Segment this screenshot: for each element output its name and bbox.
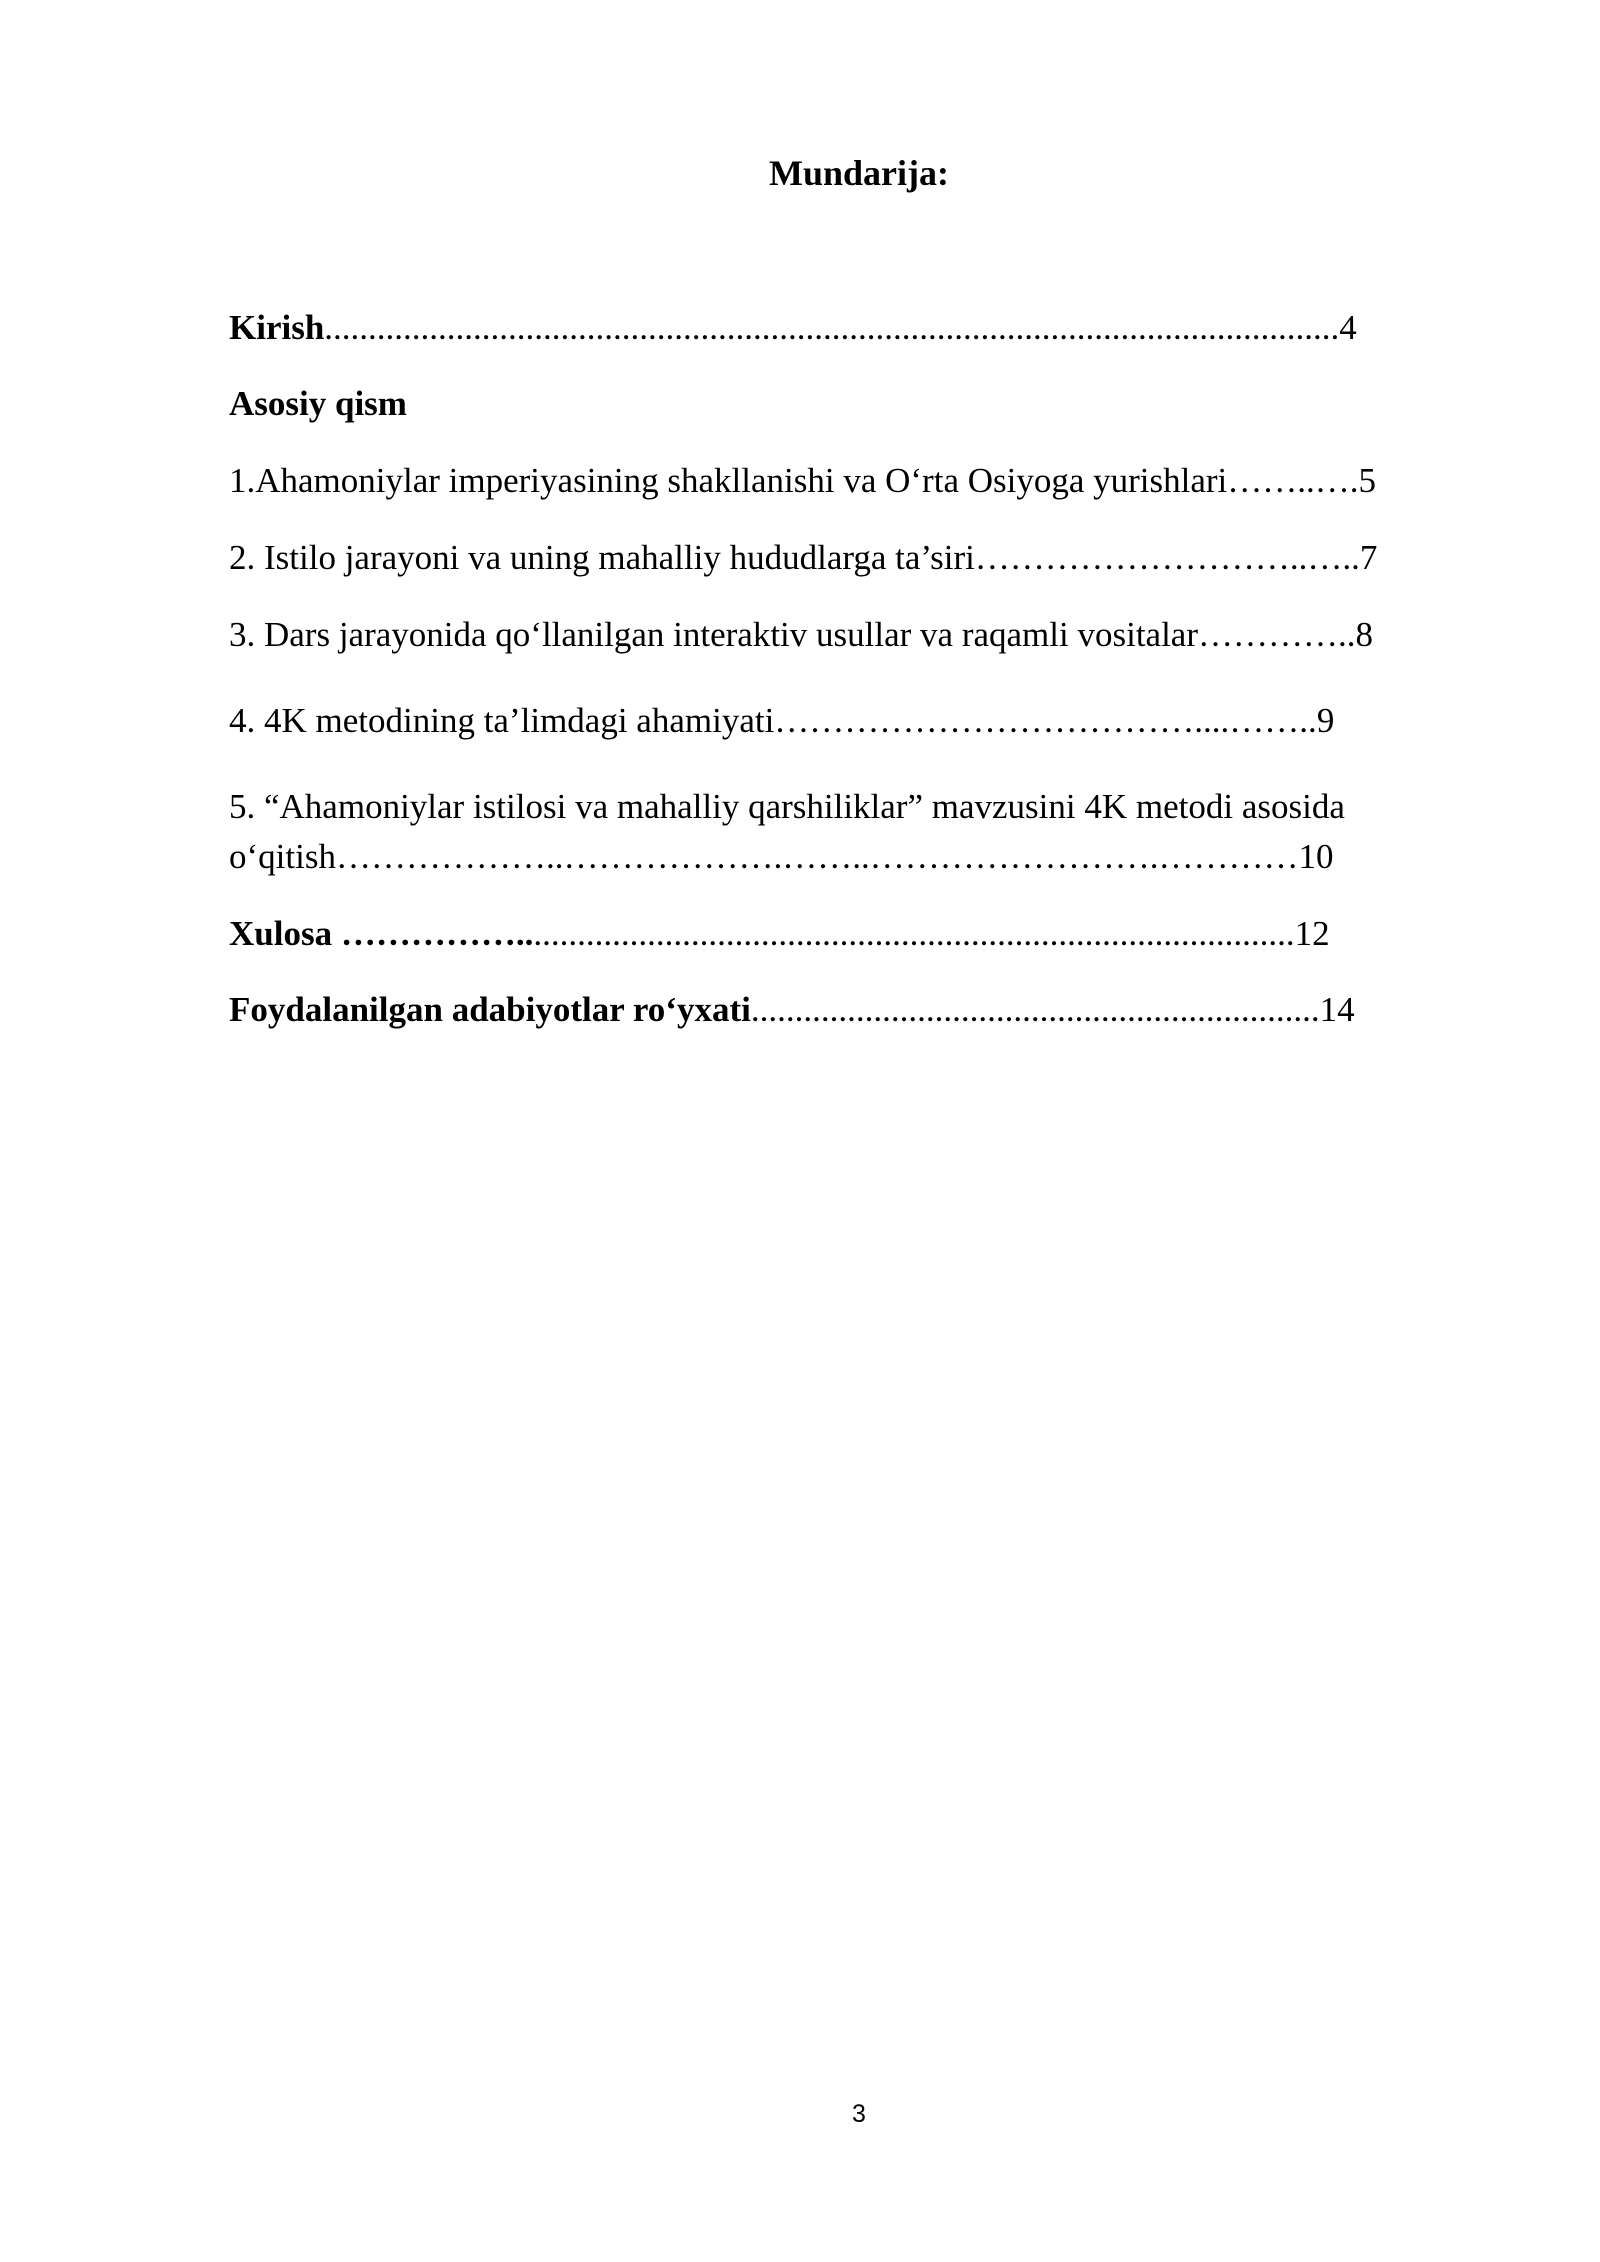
page-number: 3 bbox=[852, 2100, 866, 2128]
toc-page-number: 4 bbox=[1339, 308, 1357, 347]
toc-entry-1 bbox=[229, 456, 1465, 506]
toc-page-number: 8 bbox=[1355, 615, 1373, 654]
toc-entry-4 bbox=[229, 696, 1465, 746]
toc-entry-label: Kirish bbox=[229, 308, 325, 347]
toc-leader: ....................................................................................... bbox=[533, 914, 1295, 953]
toc-section-heading: Asosiy qism bbox=[229, 384, 407, 423]
toc-entry-5-line-1: 5. “Ahamoniylar istilosi va mahalliy qarshiliklar” mavzusini 4K metodi asosida bbox=[229, 787, 1345, 826]
toc-page-number: 12 bbox=[1294, 914, 1330, 953]
toc-entry-text: 1.Ahamoniylar imperiyasining shakllanishi va O‘rta Osiyoga yurishlari……..…. bbox=[229, 461, 1359, 500]
toc-entry-label: Foydalanilgan adabiyotlar ro‘yxati bbox=[229, 990, 751, 1029]
toc-page-number: 10 bbox=[1298, 837, 1334, 876]
toc-page-number: 5 bbox=[1358, 461, 1377, 500]
toc-entry-5-line-2 bbox=[229, 832, 1465, 882]
toc-entry-2 bbox=[229, 533, 1465, 583]
toc-entry-references bbox=[229, 985, 1465, 1035]
toc-page-number: 7 bbox=[1359, 538, 1378, 577]
toc-leader: .................................................................................................................... bbox=[324, 308, 1340, 347]
toc-entry-3 bbox=[229, 610, 1465, 660]
toc-entry-text: 4. 4K metodining ta’limdagi ahamiyati………………………………....…….. bbox=[229, 701, 1317, 740]
toc-page-number: 14 bbox=[1319, 990, 1355, 1029]
toc-entry-text: 3. Dars jarayonida qo‘llanilgan interaktiv usullar va raqamli vositalar………….. bbox=[229, 615, 1356, 654]
toc-entry-intro bbox=[229, 303, 1465, 353]
toc-entry-conclusion bbox=[229, 909, 1465, 959]
toc-leader: ................................................................. bbox=[750, 990, 1320, 1029]
toc-entry-text: o‘qitish………………..……………….……..…………………….………… bbox=[229, 837, 1299, 876]
page-title: Mundarija: bbox=[769, 153, 949, 193]
toc-entry-label: Xulosa …………….. bbox=[229, 914, 534, 953]
toc-page-number: 9 bbox=[1316, 701, 1335, 740]
toc-entry-text: 2. Istilo jarayoni va uning mahalliy hududlarga ta’siri………………………..….. bbox=[229, 538, 1360, 577]
